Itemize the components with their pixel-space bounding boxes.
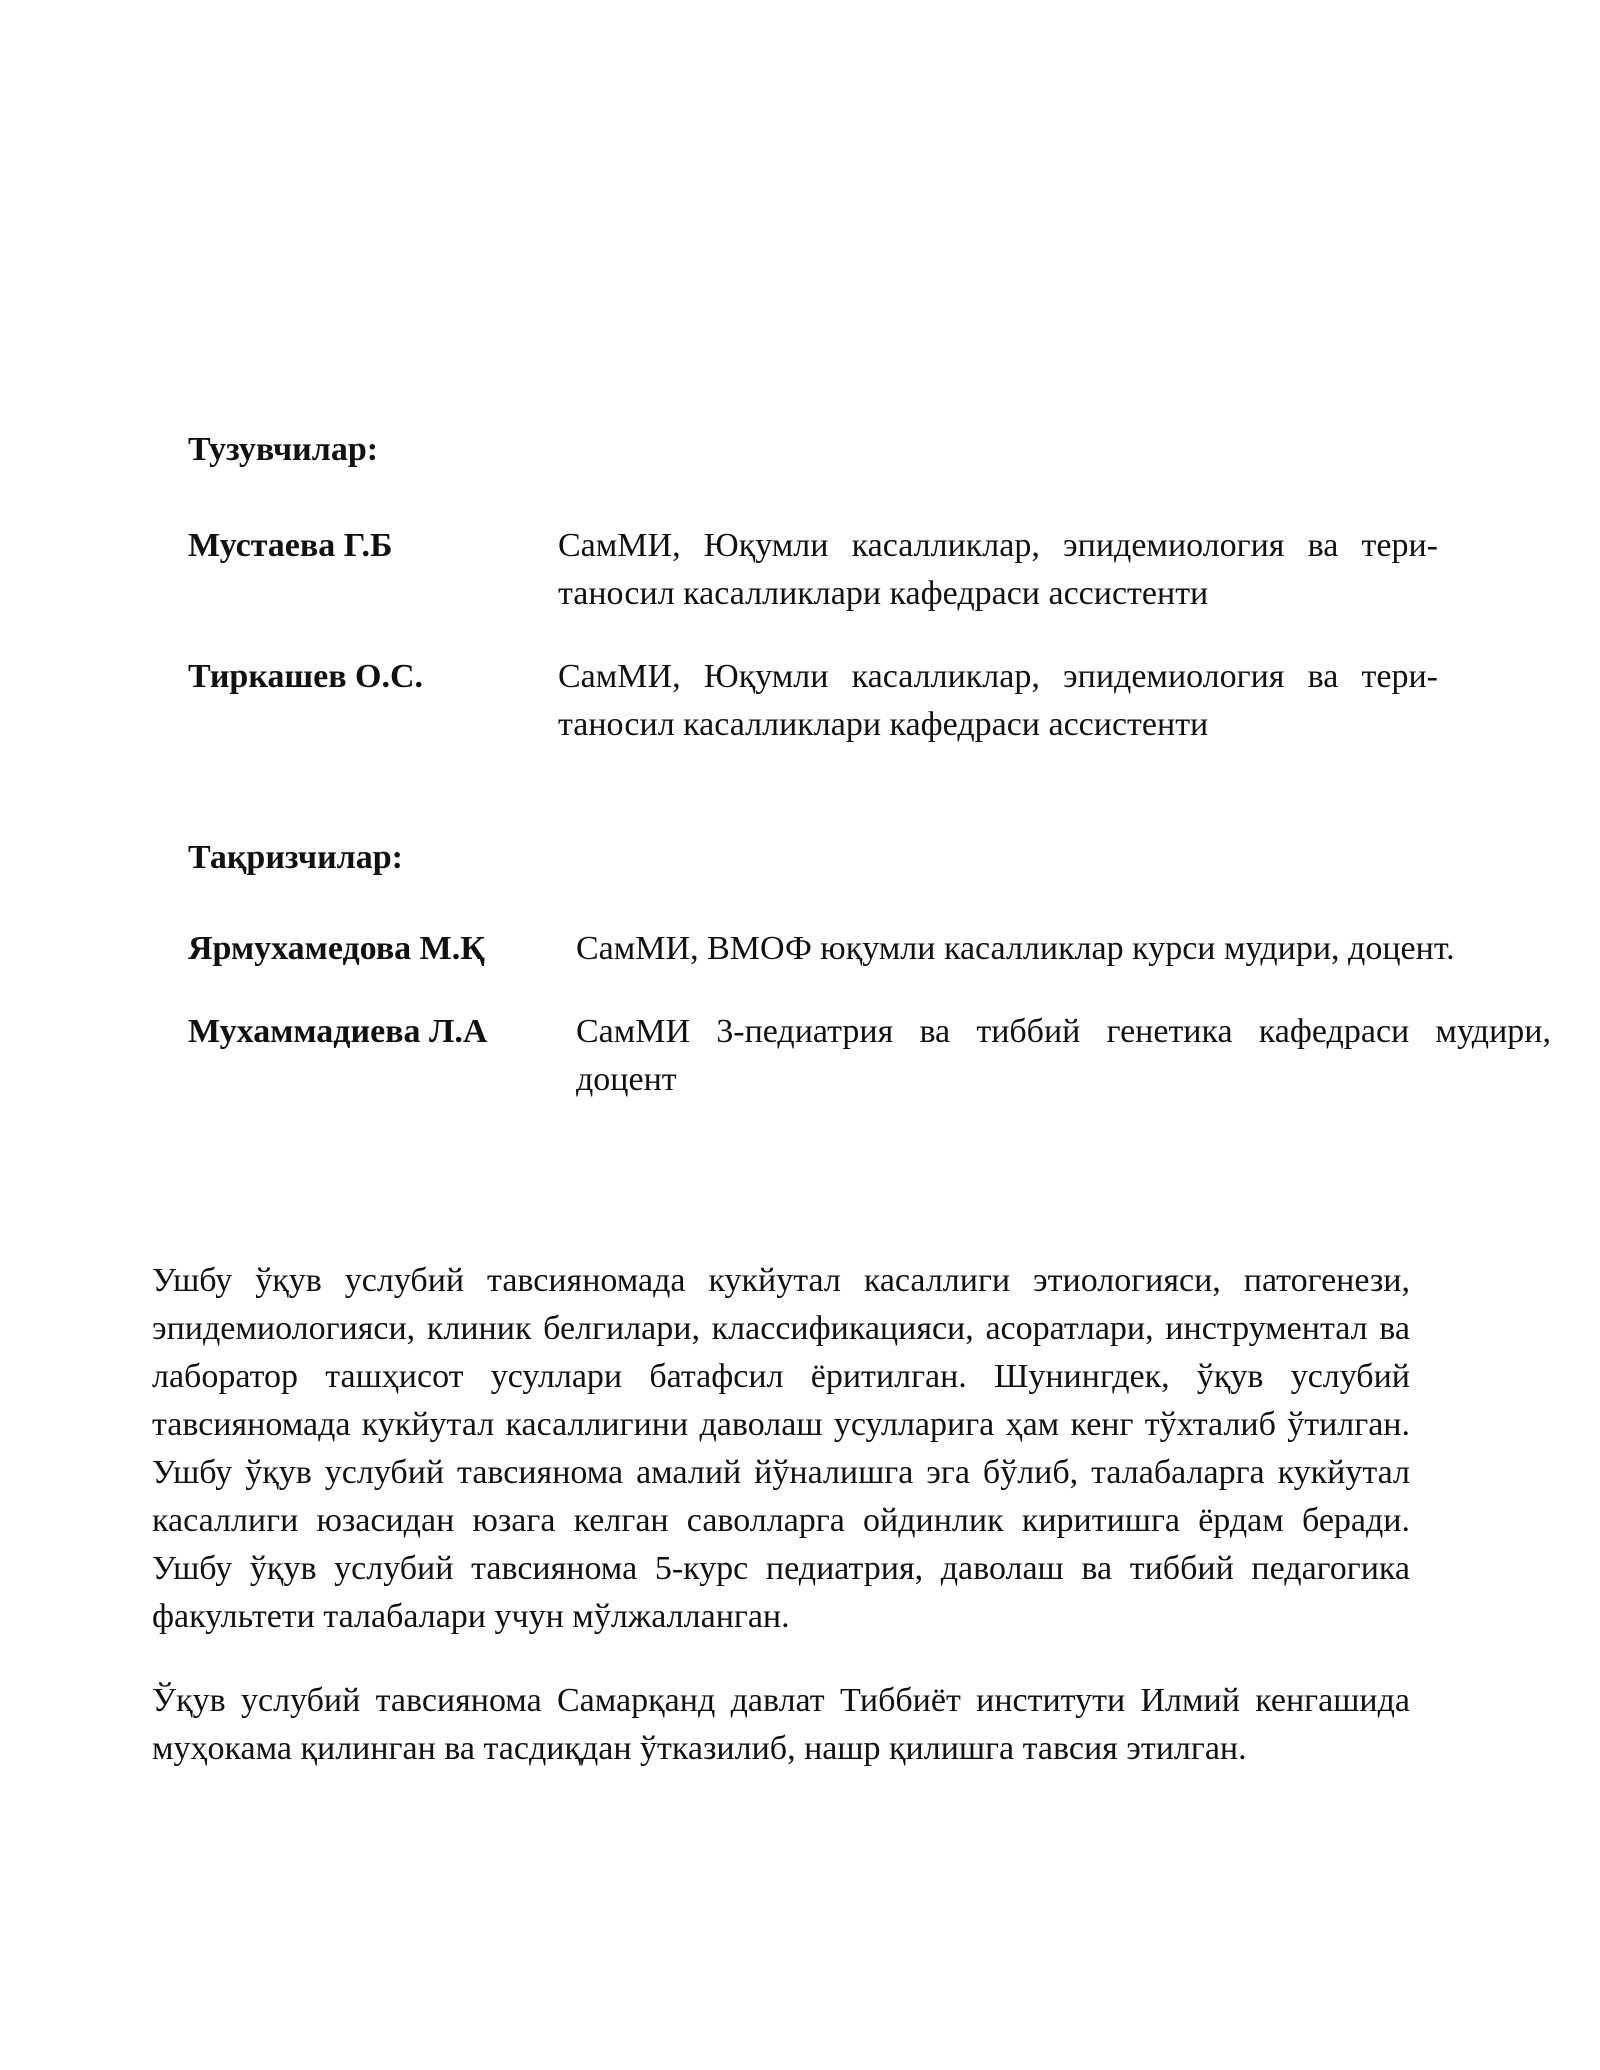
reviewer-name: Мухаммадиева Л.А <box>188 1013 488 1050</box>
compilers-heading: Тузувчилар: <box>188 431 379 468</box>
compiler-entry <box>188 653 1438 749</box>
compiler-affiliation: СамМИ, Юқумли касалликлар, эпидемиология ва тери-таносил касалликлари кафедраси ассистенти <box>558 527 1438 612</box>
reviewer-entry <box>188 1008 1551 1104</box>
compiler-affiliation: СамМИ, Юқумли касалликлар, эпидемиология ва тери-таносил касалликлари кафедраси ассистенти <box>558 658 1438 743</box>
reviewer-affiliation: СамМИ 3-педиатрия ва тиббий генетика кафедраси мудири, доцент <box>576 1013 1551 1098</box>
approval-paragraph: Ўқув услубий тавсиянома Самарқанд давлат Тиббиёт институти Илмий кенгашида муҳокама қилинган ва тасдиқдан ўтказилиб, нашр қилишга тавсия этилган. <box>152 1682 1410 1767</box>
compiler-entry <box>188 522 1438 618</box>
abstract-paragraph: Ушбу ўқув услубий тавсияномада кукйутал касаллиги этиологияси, патогенези, эпидемиологияси, клиник белгилари, классификацияси, асоратлари, инструментал ва лаборатор ташҳисот усуллари батафсил ёритилган. Шунингдек, ўқув услубий тавсияномада кукйутал касаллигини даволаш усулларига ҳам кенг тўхталиб ўтилган. Ушбу ўқув услубий тавсиянома амалий йўналишга эга бўлиб, талабаларга кукйутал касаллиги юзасидан юзага келган саволларга ойдинлик киритишга ёрдам беради. Ушбу ўқув услубий тавсиянома 5-курс педиатрия, даволаш ва тиббий педагогика факультети талабалари учун мўлжалланган. <box>152 1262 1410 1635</box>
compiler-name: Мустаева Г.Б <box>188 527 393 564</box>
compiler-name: Тиркашев О.С. <box>188 658 424 695</box>
reviewer-entry <box>188 925 1551 973</box>
reviewers-heading: Тақризчилар: <box>188 839 403 876</box>
reviewer-name: Ярмухамедова М.Қ <box>188 930 485 967</box>
reviewer-affiliation: СамМИ, ВМОФ юқумли касалликлар курси мудири, доцент. <box>576 930 1455 967</box>
